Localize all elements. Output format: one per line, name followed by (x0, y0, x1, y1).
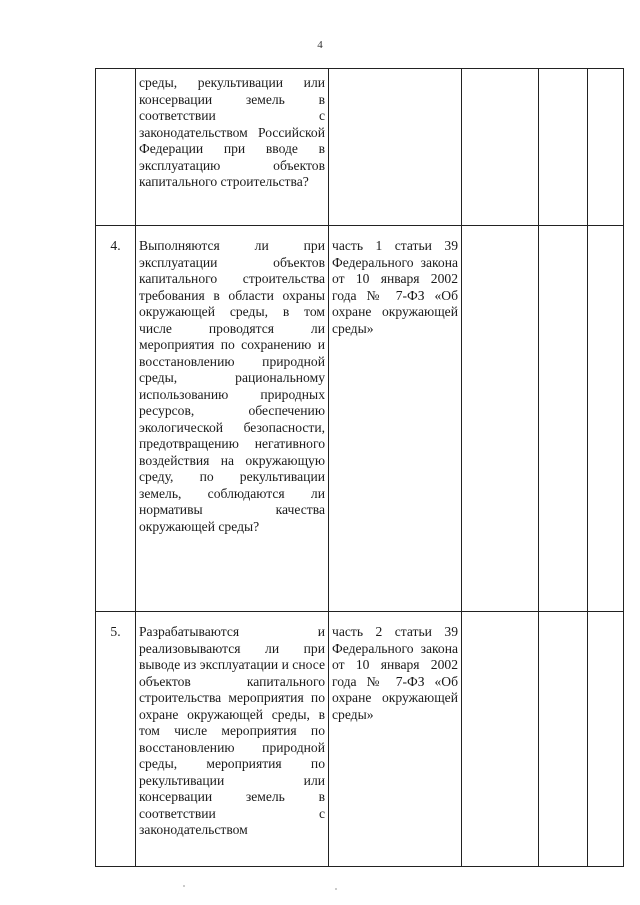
answer-na-cell[interactable] (588, 612, 624, 867)
row-number-cell: 5. (96, 612, 136, 867)
table-row (96, 612, 624, 867)
page-number: 4 (317, 39, 323, 51)
reference-cell (329, 69, 462, 226)
answer-na-cell[interactable] (588, 226, 624, 612)
answer-yes-cell[interactable] (462, 226, 539, 612)
answer-no-cell[interactable] (539, 226, 588, 612)
answer-yes-cell[interactable] (462, 69, 539, 226)
answer-no-cell[interactable] (539, 612, 588, 867)
row-number-cell (96, 69, 136, 226)
answer-yes-cell[interactable] (462, 612, 539, 867)
question-cell: среды, рекультивации или консервации земель в соответствии с законодательством Российской Федерации при вводе в эксплуатацию объектов капитального строительства? (136, 69, 329, 226)
answer-no-cell[interactable] (539, 69, 588, 226)
answer-na-cell[interactable] (588, 69, 624, 226)
reference-cell: часть 2 статьи 39 Федерального закона от 10 января 2002 года № 7-ФЗ «Об охране окружающей среды» (329, 612, 462, 867)
reference-cell: часть 1 статьи 39 Федерального закона от 10 января 2002 года № 7-ФЗ «Об охране окружающей среды» (329, 226, 462, 612)
question-cell: Разрабатываются и реализовываются ли при выводе из эксплуатации и сносе объектов капитального строительства мероприятия по охране окружающей среды, в том числе мероприятия по восстановлению природной среды, мероприятия по рекультивации или консервации земель в соответствии с законодательством (136, 612, 329, 867)
checklist-table (95, 68, 624, 867)
table-row (96, 69, 624, 226)
row-number-cell: 4. (96, 226, 136, 612)
scan-artifact (335, 888, 337, 890)
question-cell: Выполняются ли при эксплуатации объектов капитального строительства требования в области охраны окружающей среды, в том числе проводятся ли мероприятия по сохранению и восстановлению природной среды, рациональному использованию природных ресурсов, обеспечению экологической безопасности, предотвращению негативного воздействия на окружающую среду, по рекультивации земель, соблюдаются ли нормативы качества окружающей среды? (136, 226, 329, 612)
table-row (96, 226, 624, 612)
scan-artifact (183, 885, 185, 887)
